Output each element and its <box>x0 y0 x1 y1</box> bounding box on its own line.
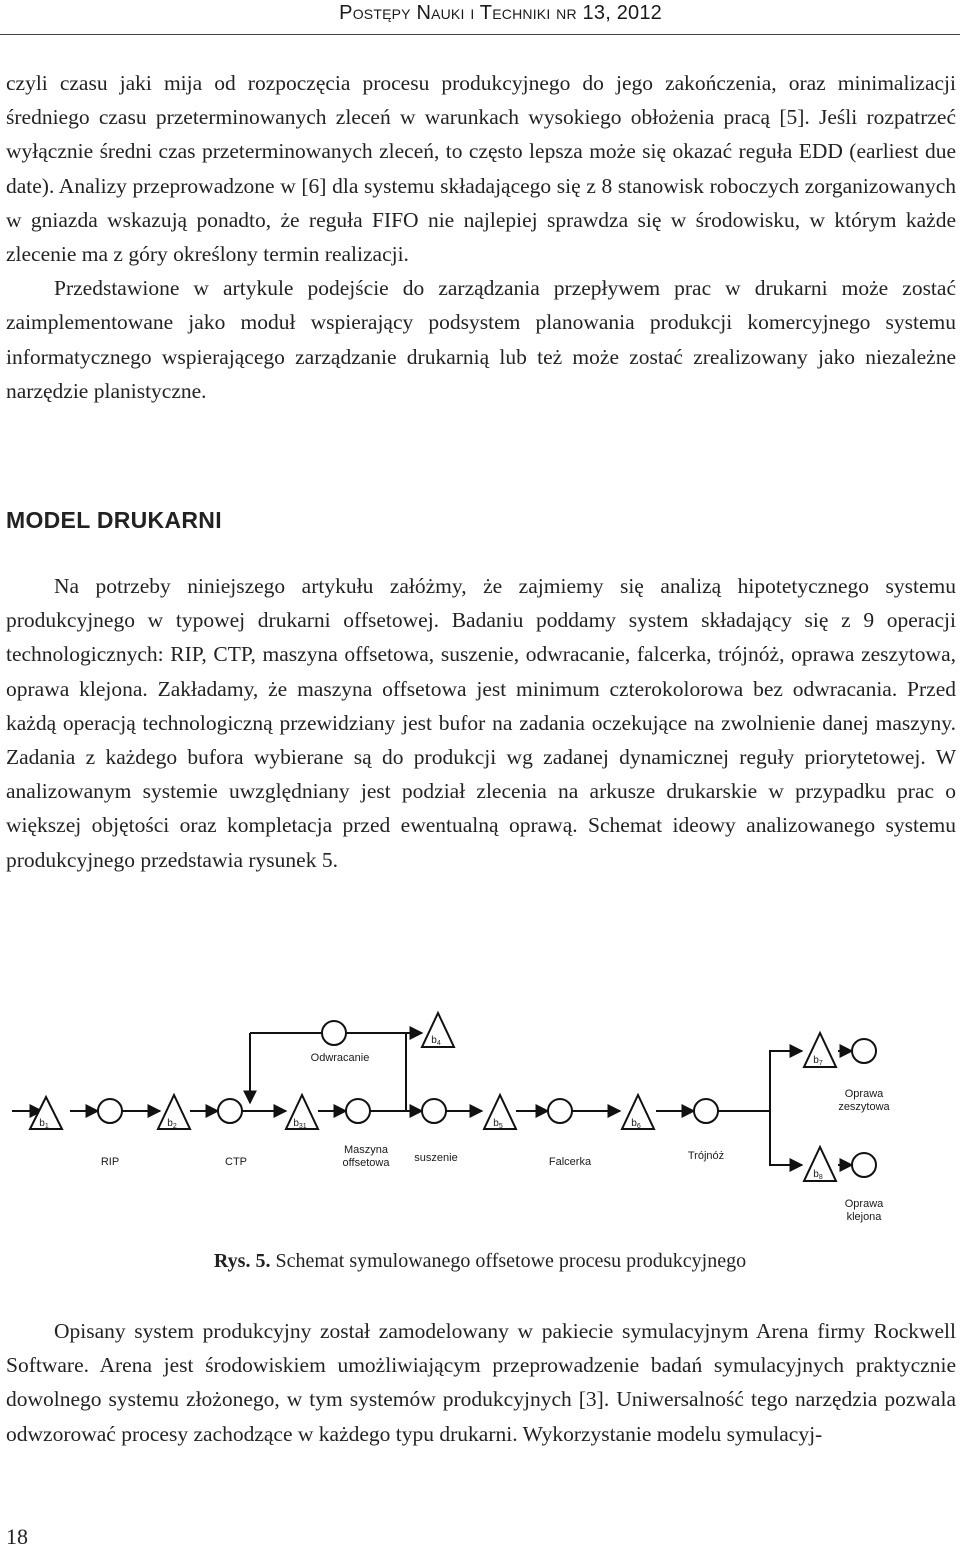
station-rip <box>98 1099 122 1123</box>
station-suszenie <box>422 1099 446 1123</box>
text-block-2 <box>6 569 956 877</box>
buffer-b4 <box>422 1013 454 1047</box>
label-zeszytowa-2: zeszytowa <box>838 1101 890 1113</box>
caption-text: Schemat symulowanego offsetowe procesu produkcyjnego <box>270 1250 747 1272</box>
buffer-b31 <box>286 1095 318 1130</box>
svg-text:b7: $b_7$ <box>813 1055 823 1067</box>
station-odwracanie <box>322 1021 346 1045</box>
label-falcerka: Falcerka <box>548 1156 592 1168</box>
figure-caption <box>0 1250 960 1273</box>
branch-arrow-upper <box>770 1051 802 1111</box>
station-oprawa-klejona <box>852 1153 876 1177</box>
process-diagram <box>0 995 960 1235</box>
caption-label: Rys. 5. <box>213 1250 271 1272</box>
label-klejona-2: klejona <box>846 1211 882 1223</box>
label-zeszytowa-1: Oprawa <box>844 1088 884 1100</box>
paragraph-3: Na potrzeby niniejszego artykułu załóżmy, że zajmiemy się analizą hipotetycznego systemu produkcyjnego w typowej drukarni offsetowej. Badaniu poddamy system składający się z 9 operacji technologicznych: RIP, CTP, maszyna offsetowa, suszenie, odwracanie, falcerka, trójnóż, oprawa zeszytowa, oprawa klejona. Zakładamy, że maszyna offsetowa jest minimum czterokolorowa bez odwracania. Przed każdą operacją technologiczną przewidziany jest bufor na zadania oczekujące na zwolnienie danej maszyny. Zadania z każdego bufora wybierane są do produkcji wg zadanej dynamicznej reguły priorytetowej. W analizowanym systemie uwzględniany jest podział zlecenia na arkusze drukarskie w przypadku prac o większej objętości oraz kompletacja przed ewentualną oprawą. Schemat ideowy analizowanego systemu produkcyjnego przedstawia rysunek 5. <box>6 574 956 872</box>
buffer-b5 <box>484 1095 516 1130</box>
text-block-3 <box>6 1314 956 1451</box>
svg-text:b5: $b_5$ <box>493 1118 503 1130</box>
svg-text:b4: $b_4$ <box>431 1035 441 1047</box>
branch-arrow-lower <box>770 1111 802 1165</box>
label-trojnoz: Trójnóż <box>687 1150 725 1162</box>
paragraph-2: Przedstawione w artykule podejście do zarządzania przepływem prac w drukarni może zostać zaimplementowane jako moduł wspierający podsystem planowania produkcji komercyjnego systemu informatycznego wspierającego zarządzanie drukarnią lub też może zostać zrealizowany jako niezależne narzędzie planistyczne. <box>6 276 956 403</box>
svg-text:b2: $b_2$ <box>167 1118 177 1130</box>
buffer-b6 <box>622 1095 654 1130</box>
station-falcerka <box>548 1099 572 1123</box>
station-trojnoz <box>694 1099 718 1123</box>
svg-text:b1: $b_1$ <box>39 1118 49 1130</box>
paragraph-1: czyli czasu jaki mija od rozpoczęcia procesu produkcyjnego do jego zakończenia, oraz minimalizacji średniego czasu przeterminowanych zleceń w warunkach wysokiego obłożenia pracą [5]. Jeśli rozpatrzeć wyłącznie średni czas przeterminowanych zleceń, to często lepsza może się okazać reguła EDD (earliest due date). Analizy przeprowadzone w [6] dla systemu składającego się z 8 stanowisk roboczych zorganizowanych w gniazda wskazują ponadto, że reguła FIFO nie najlepiej sprawdza się w środowisku, w którym każde zlecenie ma z góry określony termin realizacji. <box>6 71 956 267</box>
text-block-1 <box>6 66 956 408</box>
running-header: Postępy Nauki i Techniki nr 13, 2012 <box>339 2 662 24</box>
label-odwracanie: Odwracanie <box>310 1052 370 1064</box>
loop-arrow-up <box>406 1033 422 1111</box>
station-oprawa-zeszytowa <box>852 1039 876 1063</box>
buffer-b2 <box>158 1095 190 1130</box>
paragraph-4: Opisany system produkcyjny został zamodelowany w pakiecie symulacyjnym Arena firmy Rockwell Software. Arena jest środowiskiem umożliwiającym przeprowadzenie badań symulacyjnych praktycznie dowolnego systemu złożonego, w tym systemów produkcyjnych [3]. Uniwersalność tego narzędzia pozwala odwzorować procesy zachodzące w każdego typu drukarni. Wykorzystanie modelu symulacyj- <box>6 1319 956 1446</box>
svg-text:b31: $b_{31}$ <box>293 1118 307 1130</box>
buffer-b1 <box>30 1097 62 1130</box>
section-heading: MODEL DRUKARNI <box>6 507 222 533</box>
page-number: 18 <box>6 1524 28 1549</box>
label-maszyna-1: Maszyna <box>343 1144 389 1156</box>
label-maszyna-2: offsetowa <box>342 1157 390 1169</box>
label-suszenie: suszenie <box>414 1152 458 1164</box>
header-rule <box>0 34 960 35</box>
station-ctp <box>218 1099 242 1123</box>
buffer-b7 <box>804 1033 836 1067</box>
svg-text:b8: $b_8$ <box>813 1169 823 1181</box>
svg-text:b6: $b_6$ <box>631 1118 641 1130</box>
buffer-b8 <box>804 1147 836 1181</box>
label-klejona-1: Oprawa <box>844 1198 884 1210</box>
label-ctp: CTP <box>225 1156 247 1168</box>
station-maszyna-offsetowa <box>346 1099 370 1123</box>
label-rip: RIP <box>100 1156 120 1168</box>
